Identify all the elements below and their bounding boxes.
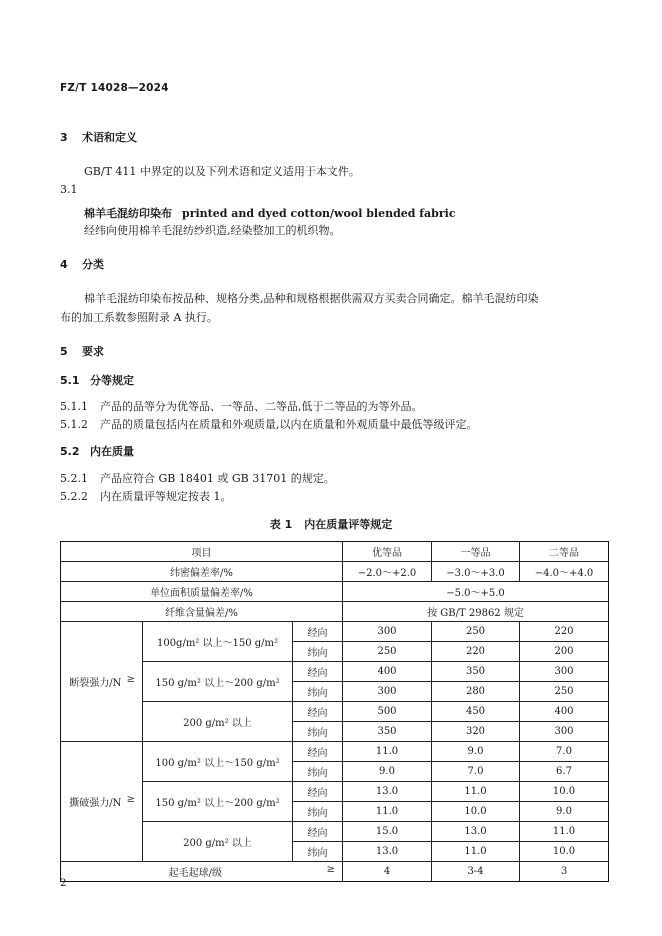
ge-symbol: ≥ xyxy=(126,674,135,685)
quality-grading-table xyxy=(60,541,609,882)
cell: 3 xyxy=(520,862,609,882)
cell: 200 xyxy=(520,642,609,662)
range-label: 100 g/m² 以上～150 g/m² xyxy=(143,742,293,782)
section-number: 5.1 xyxy=(60,374,80,387)
cell: 10.0 xyxy=(432,802,520,822)
direction: 纬向 xyxy=(293,802,343,822)
direction: 纬向 xyxy=(293,642,343,662)
row-label: 单位面积质量偏差率/% xyxy=(61,582,343,602)
document-header: FZ/T 14028—2024 xyxy=(60,82,169,94)
cell: 13.0 xyxy=(343,842,432,862)
header-grade-2: 一等品 xyxy=(432,542,520,562)
cell: 11.0 xyxy=(432,842,520,862)
cell: 300 xyxy=(520,662,609,682)
cell: 9.0 xyxy=(520,802,609,822)
header-item: 项目 xyxy=(61,542,343,562)
section-4-text-line2: 布的加工系数参照附录 A 执行。 xyxy=(60,311,218,324)
table-row xyxy=(61,742,609,762)
cell: 300 xyxy=(520,722,609,742)
cell: 7.0 xyxy=(432,762,520,782)
tearing-strength-label xyxy=(61,742,143,862)
cell: 15.0 xyxy=(343,822,432,842)
section-5-2-heading xyxy=(60,443,134,459)
header-grade-3: 二等品 xyxy=(520,542,609,562)
cell: 按 GB/T 29862 规定 xyxy=(343,602,609,622)
cell: 350 xyxy=(343,722,432,742)
clause-5-2-1 xyxy=(60,470,335,486)
cell: 11.0 xyxy=(343,802,432,822)
direction: 纬向 xyxy=(293,722,343,742)
breaking-strength-label xyxy=(61,622,143,742)
ge-symbol: ≥ xyxy=(326,864,335,875)
term-en: printed and dyed cotton/wool blended fabric xyxy=(182,207,456,220)
clause-text: 产品的品等分为优等品、一等品、二等品,低于二等品的为等外品。 xyxy=(100,400,423,413)
section-title: 分类 xyxy=(82,258,104,271)
section-number: 4 xyxy=(60,258,68,271)
cell: −3.0～+3.0 xyxy=(432,562,520,582)
table-row xyxy=(61,662,609,682)
cell: −5.0～+5.0 xyxy=(343,582,609,602)
term-entry xyxy=(84,202,456,221)
range-label: 100g/m² 以上～150 g/m² xyxy=(143,622,293,662)
row-label: 断裂强力/N xyxy=(69,678,122,689)
table-header-row xyxy=(61,542,609,562)
section-5-heading xyxy=(60,343,104,359)
cell: 220 xyxy=(520,622,609,642)
clause-number: 5.2.2 xyxy=(60,490,88,503)
table-caption-number: 表 1 xyxy=(269,518,293,531)
direction: 经向 xyxy=(293,822,343,842)
section-title: 要求 xyxy=(82,345,104,358)
cell: −4.0～+4.0 xyxy=(520,562,609,582)
cell: 13.0 xyxy=(343,782,432,802)
cell: 250 xyxy=(343,642,432,662)
cell: 250 xyxy=(520,682,609,702)
cell: 250 xyxy=(432,622,520,642)
table-row xyxy=(61,862,609,882)
direction: 经向 xyxy=(293,742,343,762)
term-cn: 棉羊毛混纺印染布 xyxy=(84,207,172,220)
header-grade-1: 优等品 xyxy=(343,542,432,562)
cell: 7.0 xyxy=(520,742,609,762)
clause-number: 5.1.2 xyxy=(60,418,88,431)
section-title: 内在质量 xyxy=(90,445,134,458)
section-3-heading xyxy=(60,129,137,145)
section-4-heading xyxy=(60,256,104,272)
cell: 10.0 xyxy=(520,842,609,862)
range-label: 200 g/m² 以上 xyxy=(143,702,293,742)
table-row xyxy=(61,822,609,842)
pilling-label xyxy=(61,862,343,882)
row-label: 起毛起球/级 xyxy=(168,868,222,879)
term-definition: 经纬向使用棉羊毛混纺纱织造,经染整加工的机织物。 xyxy=(84,224,341,237)
cell: 300 xyxy=(343,682,432,702)
clause-5-1-1 xyxy=(60,398,423,414)
page-number: 2 xyxy=(60,878,67,889)
direction: 纬向 xyxy=(293,842,343,862)
section-number: 5 xyxy=(60,345,68,358)
direction: 经向 xyxy=(293,782,343,802)
cell: 10.0 xyxy=(520,782,609,802)
direction: 经向 xyxy=(293,702,343,722)
row-label: 撕破强力/N xyxy=(69,798,122,809)
range-label: 200 g/m² 以上 xyxy=(143,822,293,862)
clause-5-2-2 xyxy=(60,488,232,504)
cell: 280 xyxy=(432,682,520,702)
cell: 11.0 xyxy=(432,782,520,802)
clause-3-1-number: 3.1 xyxy=(60,183,78,196)
section-title: 术语和定义 xyxy=(82,131,137,144)
cell: 400 xyxy=(343,662,432,682)
cell: 400 xyxy=(520,702,609,722)
ge-symbol: ≥ xyxy=(126,794,135,805)
clause-text: 内在质量评等规定按表 1。 xyxy=(100,490,232,503)
cell: 13.0 xyxy=(432,822,520,842)
table-caption-title: 内在质量评等规定 xyxy=(304,518,393,531)
clause-number: 5.1.1 xyxy=(60,400,88,413)
section-4-text-line1: 棉羊毛混纺印染布按品种、规格分类,品种和规格根据供需双方买卖合同确定。棉羊毛混纺印染 xyxy=(84,292,539,305)
table-row xyxy=(61,782,609,802)
table-caption xyxy=(0,516,662,532)
clause-text: 产品应符合 GB 18401 或 GB 31701 的规定。 xyxy=(100,472,335,485)
section-number: 3 xyxy=(60,131,68,144)
section-number: 5.2 xyxy=(60,445,80,458)
cell: 220 xyxy=(432,642,520,662)
table-row xyxy=(61,582,609,602)
section-3-text: GB/T 411 中界定的以及下列术语和定义适用于本文件。 xyxy=(84,165,360,178)
cell: −2.0～+2.0 xyxy=(343,562,432,582)
clause-5-1-2 xyxy=(60,416,478,432)
cell: 4 xyxy=(343,862,432,882)
direction: 经向 xyxy=(293,662,343,682)
cell: 11.0 xyxy=(520,822,609,842)
range-label: 150 g/m² 以上～200 g/m² xyxy=(143,662,293,702)
cell: 9.0 xyxy=(343,762,432,782)
clause-text: 产品的质量包括内在质量和外观质量,以内在质量和外观质量中最低等级评定。 xyxy=(100,418,478,431)
table-row xyxy=(61,702,609,722)
row-label: 纬密偏差率/% xyxy=(61,562,343,582)
cell: 300 xyxy=(343,622,432,642)
direction: 纬向 xyxy=(293,682,343,702)
direction: 纬向 xyxy=(293,762,343,782)
cell: 9.0 xyxy=(432,742,520,762)
cell: 3-4 xyxy=(432,862,520,882)
table-row xyxy=(61,562,609,582)
range-label: 150 g/m² 以上～200 g/m² xyxy=(143,782,293,822)
cell: 450 xyxy=(432,702,520,722)
cell: 11.0 xyxy=(343,742,432,762)
clause-number: 5.2.1 xyxy=(60,472,88,485)
cell: 6.7 xyxy=(520,762,609,782)
cell: 320 xyxy=(432,722,520,742)
section-title: 分等规定 xyxy=(90,374,134,387)
cell: 350 xyxy=(432,662,520,682)
direction: 经向 xyxy=(293,622,343,642)
section-5-1-heading xyxy=(60,372,134,388)
table-row xyxy=(61,602,609,622)
table-row xyxy=(61,622,609,642)
cell: 500 xyxy=(343,702,432,722)
row-label: 纤维含量偏差/% xyxy=(61,602,343,622)
